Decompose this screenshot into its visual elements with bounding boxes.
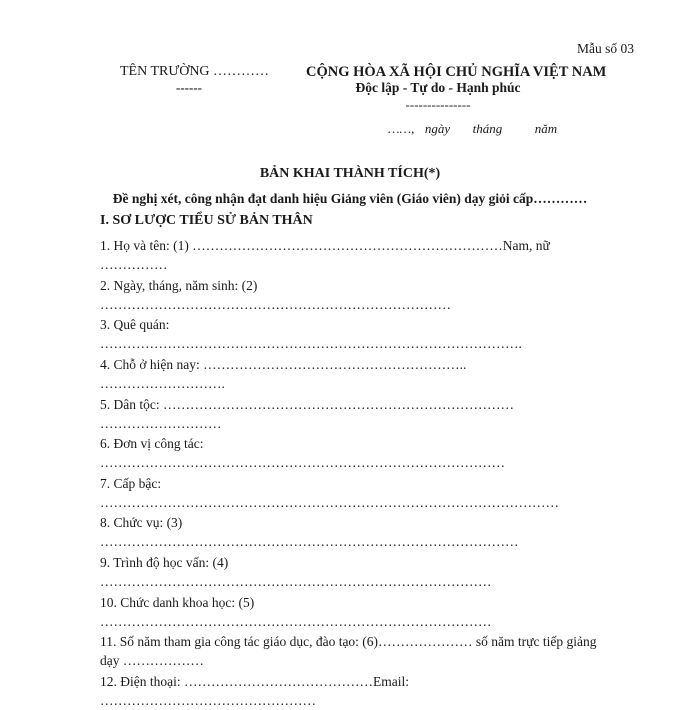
field-label: 4. Chỗ ở hiện nay: ………………………………………………….. <box>100 357 467 372</box>
field-blank: dạy ……………… <box>100 653 204 668</box>
field-label: 2. Ngày, tháng, năm sinh: (2) <box>100 278 258 293</box>
section-heading-1: I. SƠ LƯỢC TIỂU SỬ BẢN THÂN <box>100 213 313 228</box>
form-number: Mẫu số 03 <box>577 41 634 56</box>
field-blank: ………………………………………… <box>100 693 316 708</box>
field-position <box>100 513 630 551</box>
field-birth-date <box>100 276 630 314</box>
field-rank <box>100 474 630 512</box>
motto-divider: --------------- <box>405 97 471 112</box>
date-day: ngày <box>424 121 451 136</box>
field-blank: ………………………. <box>100 376 225 391</box>
field-blank: …………………………………………………………………………… <box>100 574 492 589</box>
field-label: 5. Dân tộc: …………………………………………………………………… <box>100 397 514 412</box>
national-title: CỘNG HÒA XÃ HỘI CHỦ NGHĨA VIỆT NAM <box>306 64 607 80</box>
field-phone-email <box>100 672 630 710</box>
field-label: 3. Quê quán: <box>100 317 170 332</box>
field-blank: ……………………………………………………………………………… <box>100 455 505 470</box>
field-label: 6. Đơn vị công tác: <box>100 436 204 451</box>
field-blank: …………………………………………………………………… <box>100 297 451 312</box>
date-line <box>388 121 557 137</box>
field-work-unit <box>100 434 630 472</box>
field-label: 1. Họ và tên: (1) ……………………………………………………………Nam, nữ <box>100 238 550 253</box>
field-years-of-service <box>100 632 630 670</box>
field-label: 12. Điện thoại: ……………………………………Email: <box>100 674 409 689</box>
field-label: 8. Chức vụ: (3) <box>100 515 183 530</box>
field-label: 7. Cấp bậc: <box>100 476 162 491</box>
document-subtitle: Đề nghị xét, công nhận đạt danh hiệu Giảng viên (Giáo viên) dạy giỏi cấp………… <box>112 191 588 206</box>
field-blank: ………………………………………………………………………………… <box>100 534 519 549</box>
field-blank: ………………………………………………………………………………………… <box>100 495 559 510</box>
field-hometown <box>100 315 630 353</box>
field-education-level <box>100 553 630 591</box>
school-name-label: TÊN TRƯỜNG ………… <box>120 64 270 79</box>
document-title: BẢN KHAI THÀNH TÍCH(*) <box>259 166 441 181</box>
field-blank: …………… <box>100 257 168 272</box>
field-current-address <box>100 355 630 393</box>
date-month: tháng <box>472 121 503 136</box>
date-place: ……, <box>388 121 415 136</box>
field-blank: …………………………………………………………………………………. <box>100 336 522 351</box>
field-blank: ……………………… <box>100 416 222 431</box>
national-motto: Độc lập - Tự do - Hạnh phúc <box>355 80 521 95</box>
field-label: 11. Số năm tham gia công tác giáo dục, đào tạo: (6)………………… số năm trực tiếp giảng <box>100 634 597 649</box>
field-full-name <box>100 236 630 274</box>
field-academic-title <box>100 593 630 631</box>
school-divider: ------ <box>176 80 202 95</box>
field-label: 10. Chức danh khoa học: (5) <box>100 595 255 610</box>
date-year: năm <box>534 121 558 136</box>
field-blank: …………………………………………………………………………… <box>100 614 492 629</box>
field-ethnicity <box>100 395 630 433</box>
field-label: 9. Trình độ học vấn: (4) <box>100 555 229 570</box>
